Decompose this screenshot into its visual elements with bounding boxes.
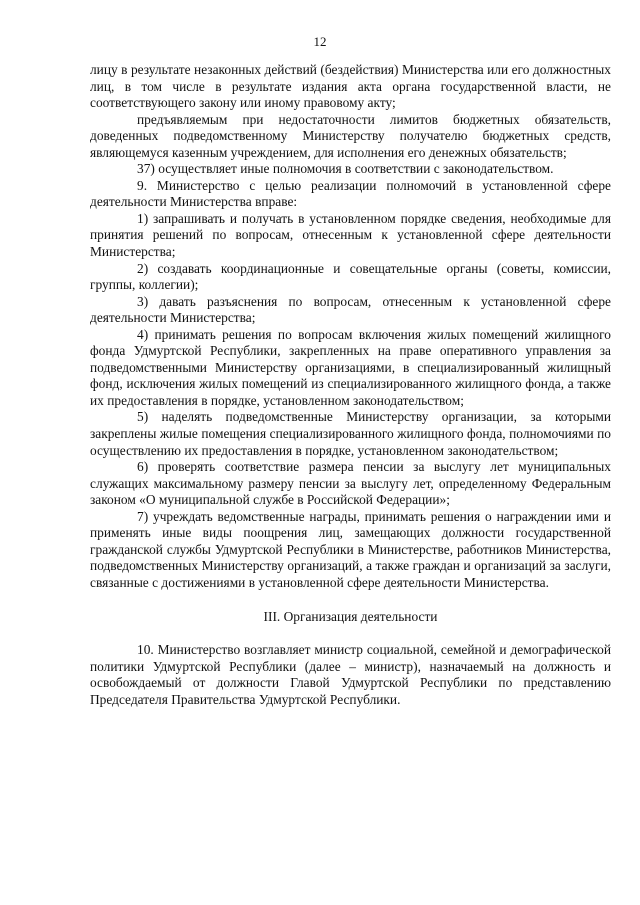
page-number: 12 xyxy=(313,34,327,49)
paragraph-budget-limits: предъявляемым при недостаточности лимитов бюджетных обязательств, доведенных подведомственному Министерству получателю бюджетных средств, являющемуся казенным учреждением, для исполнения его денежных обязательств; xyxy=(90,111,611,160)
paragraph-item-37: 37) осуществляет иные полномочия в соответствии с законодательством. xyxy=(137,161,554,177)
paragraph-continuation: лицу в результате незаконных действий (бездействия) Министерства или его должностных лиц, в том числе в результате издания акта органа государственной власти, не соответствующего закону или иному правовому акту; xyxy=(90,62,611,111)
paragraph-right-2: 2) создавать координационные и совещательные органы (советы, комиссии, группы, коллегии); xyxy=(90,260,611,293)
paragraph-clause-9: 9. Министерство с целью реализации полномочий в установленной сфере деятельности Министерства вправе: xyxy=(90,177,611,210)
document-body xyxy=(90,62,611,708)
paragraph-clause-10: 10. Министерство возглавляет министр социальной, семейной и демографической политики Удмуртской Республики (далее – министр), назначаемый на должность и освобождаемый от должности Главой Удмуртской Республики по представлению Председателя Правительства Удмуртской Республики. xyxy=(90,642,611,707)
paragraph-right-3: 3) давать разъяснения по вопросам, отнесенным к установленной сфере деятельности Министерства; xyxy=(90,293,611,326)
paragraph-right-7: 7) учреждать ведомственные награды, принимать решения о награждении ими и применять иные виды поощрения лиц, замещающих должности государственной гражданской службы Удмуртской Республики в Министерстве, работников Министерства, подведомственных Министерству организаций, а также граждан и организаций за заслуги, связанные с достижениями в установленной сфере деятельности Министерства. xyxy=(90,508,611,590)
paragraph-right-6: 6) проверять соответствие размера пенсии за выслугу лет муниципальных служащих максимальному размеру пенсии за выслугу лет, определенному Федеральным законом «О муниципальной службе в Российской Федерации»; xyxy=(90,459,611,508)
paragraph-right-1: 1) запрашивать и получать в установленном порядке сведения, необходимые для принятия решений по вопросам, отнесенным к установленной сфере деятельности Министерства; xyxy=(90,210,611,260)
paragraph-right-4: 4) принимать решения по вопросам включения жилых помещений жилищного фонда Удмуртской Республики, закрепленных на праве оперативного управления за подведомственными Министерству организациями, в специализированный жилищный фонд, исключения жилых помещений из специализированного жилищного фонда, а также их предоставления в порядке, установленном законодательством; xyxy=(90,326,611,408)
section-heading: III. Организация деятельности xyxy=(263,608,438,624)
paragraph-right-5: 5) наделять подведомственные Министерству организации, за которыми закреплены жилые помещения специализированного жилищного фонда, полномочиями по осуществлению их предоставления в порядке, установленном законодательством; xyxy=(90,409,611,458)
